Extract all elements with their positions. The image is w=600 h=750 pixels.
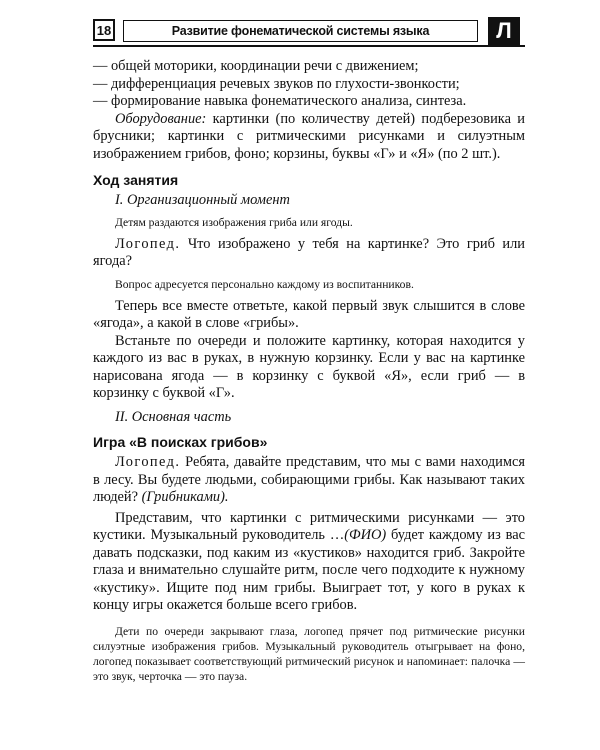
equipment-paragraph (93, 111, 525, 164)
page-header (93, 17, 525, 45)
header-rule (93, 45, 525, 47)
dialogue-paragraph (93, 236, 525, 271)
list-item: — формирование навыка фонематического анализа, синтеза. (93, 93, 467, 109)
speech-text: Ребята, давайте представим, что мы с вами находимся в лесу. Вы будете людьми, собирающими грибы. Как называют таких людей? (93, 454, 525, 505)
list-item: — общей моторики, координации речи с движением; (93, 58, 419, 74)
speaker-label: Логопед. (115, 454, 181, 470)
stage-note: Детям раздаются изображения гриба или ягоды. (115, 215, 353, 229)
paragraph-text: Представим, что картинки с ритмическими рисунками — это кустики. Музыкальный руководитель … (93, 509, 525, 543)
speaker-label: Логопед. (115, 235, 181, 252)
speech-text: Что изображено у тебя на картинке? Это гриб или ягода? (93, 235, 525, 269)
page-body (93, 58, 525, 684)
fio-placeholder: (ФИО) (344, 527, 387, 543)
speech-answer: (Грибниками). (141, 489, 229, 505)
body-paragraph: Теперь все вместе ответьте, какой первый звук слышится в слове «ягода», а какой в слове «грибы». (93, 297, 525, 331)
dialogue-paragraph (93, 454, 525, 507)
equipment-label: Оборудование: (115, 110, 207, 127)
list-item: — дифференциация речевых звуков по глухости-звонкости; (93, 75, 460, 92)
page-number: 18 (93, 19, 115, 41)
section-letter-tab: Л (488, 17, 520, 45)
body-paragraph (93, 510, 525, 615)
stage-heading: II. Основная часть (115, 408, 232, 425)
equipment-text: картинки (по количеству детей) подберезовика и брусники; картинки с ритмическими рисунками и силуэтным изображением грибов, фоно; корзины, буквы «Г» и «Я» (по 2 шт.). (93, 110, 525, 162)
stage-heading: I. Организационный момент (115, 192, 290, 208)
section-heading: Ход занятия (93, 172, 179, 188)
body-paragraph: Встаньте по очереди и положите картинку, которая находится у каждого из вас в руках, в нужную корзинку. Если у вас на картинке нарисована ягода — в корзинку с буквой «Я», если гриб — в корзинку с буквой «Г». (93, 332, 525, 401)
running-title: Развитие фонематической системы языка (123, 20, 478, 42)
paragraph-text: будет каждому из вас давать подсказки, под каким из «кустиков» находится гриб. Закройте глаза и внимательно слушайте ритм, после чего подходите к нужному «кустику». Ищите под ним грибы. Выиграет тот, у кого в руках к концу игры окажется больше всего грибов. (93, 527, 525, 613)
stage-note: Дети по очереди закрывают глаза, логопед прячет под ритмические рисунки силуэтные изображения грибов. Музыкальный руководитель отыгрывает на фоно, логопед показывает соответствующий ритмический рисунок и напоминает: палочка — это звук, черточка — это пауза. (93, 624, 525, 683)
stage-note: Вопрос адресуется персонально каждому из воспитанников. (115, 277, 414, 291)
game-heading: Игра «В поисках грибов» (93, 434, 268, 450)
